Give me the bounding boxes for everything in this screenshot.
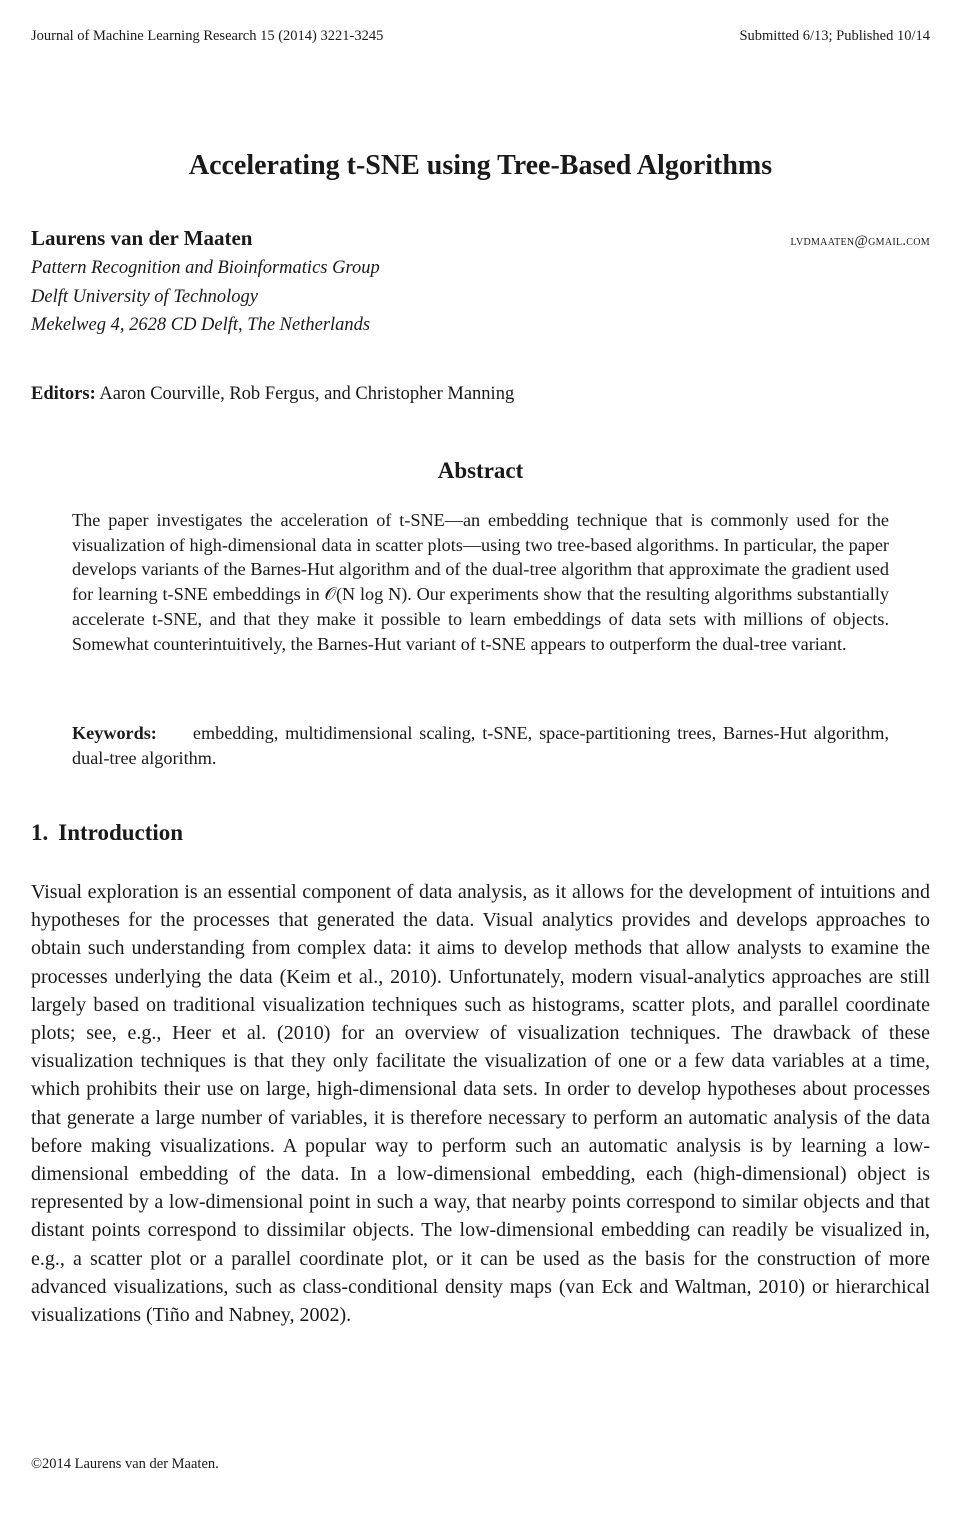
editors-line (31, 384, 514, 405)
affiliation-university: Delft University of Technology (31, 286, 258, 307)
section-title: Introduction (58, 820, 184, 845)
paper-title: Accelerating t-SNE using Tree-Based Algorithms (188, 150, 773, 181)
keywords-list: embedding, multidimensional scaling, t-SNE, space-partitioning trees, Barnes-Hut algorithm, dual-tree algorithm. (72, 723, 889, 768)
editors-label: Editors: (31, 384, 96, 404)
affiliation-group: Pattern Recognition and Bioinformatics Group (31, 258, 380, 278)
author-block (31, 226, 930, 340)
keywords-label: Keywords: (72, 723, 157, 743)
keywords-paragraph (72, 721, 889, 770)
section-number: 1. (31, 820, 49, 845)
running-head (31, 28, 930, 48)
author-name: Laurens van der Maaten (31, 226, 253, 250)
journal-citation: Journal of Machine Learning Research 15 (2014) 3221-3245 (31, 28, 384, 44)
abstract-heading: Abstract (437, 458, 524, 483)
section-heading (31, 820, 183, 846)
introduction-body: Visual exploration is an essential component of data analysis, as it allows for the development of intuitions and hypotheses for the processes that generated the data. Visual analytics provides and develops approaches to obtain such understanding from complex data: it aims to develop methods that allow analysts to examine the processes underlying the data (Keim et al., 2010). Unfortunately, modern visual-analytics approaches are still largely based on traditional visualization techniques such as histograms, scatter plots, and parallel coordinate plots; see, e.g., Heer et al. (2010) for an overview of visualization techniques. The drawback of these visualization techniques is that they only facilitate the visualization of one or a few data variables at a time, which prohibits their use on large, high-dimensional data sets. In order to develop hypotheses about processes that generate a large number of variables, it is therefore necessary to perform an automatic analysis of the data before making visualizations. A popular way to perform such an automatic analysis is by learning a low-dimensional embedding of the data. In a low-dimensional embedding, each (high-dimensional) object is represented by a low-dimensional point in such a way, that nearby points correspond to similar objects and that distant points correspond to dissimilar objects. The low-dimensional embedding can readily be visualized in, e.g., a scatter plot or a parallel coordinate plot, or it can be used as the basis for the construction of more advanced visualizations, such as class-conditional density maps (van Eck and Waltman, 2010) or hierarchical visualizations (Tiño and Nabney, 2002). (31, 881, 930, 1327)
author-line (31, 226, 930, 254)
copyright-notice: ©2014 Laurens van der Maaten. (31, 1456, 219, 1472)
editors-names: Aaron Courville, Rob Fergus, and Christopher Manning (99, 384, 515, 404)
affiliation-address: Mekelweg 4, 2628 CD Delft, The Netherlands (31, 315, 371, 335)
submission-dates: Submitted 6/13; Published 10/14 (739, 28, 930, 44)
author-email: lvdmaaten@gmail.com (790, 233, 930, 249)
abstract-body: The paper investigates the acceleration of t-SNE—an embedding technique that is commonly used for the visualization of high-dimensional data in scatter plots—using two tree-based algorithms. In particular, the paper develops variants of the Barnes-Hut algorithm and of the dual-tree algorithm that approximate the gradient used for learning t-SNE embeddings in 𝒪(N log N). Our experiments show that the resulting algorithms substantially accelerate t-SNE, and that they make it possible to learn embeddings of data sets with millions of objects. Somewhat counterintuitively, the Barnes-Hut variant of t-SNE appears to outperform the dual-tree variant. (72, 510, 889, 654)
